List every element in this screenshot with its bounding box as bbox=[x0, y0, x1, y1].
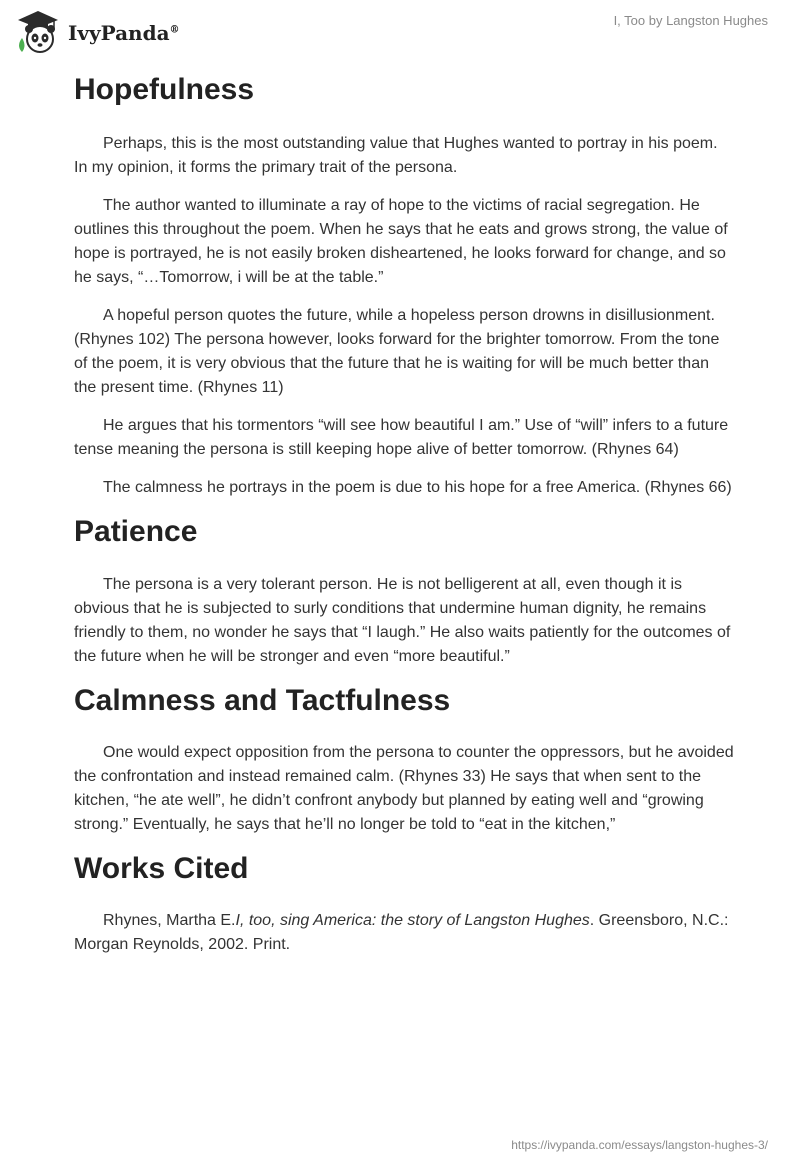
paragraph: The calmness he portrays in the poem is due to his hope for a free America. (Rhynes 66) bbox=[103, 479, 732, 496]
citation-author: Rhynes, Martha E. bbox=[103, 912, 236, 929]
heading-patience: Patience bbox=[74, 515, 198, 548]
panda-logo-icon bbox=[14, 8, 62, 56]
brand-name: IvyPanda® bbox=[68, 21, 180, 45]
paragraph: A hopeful person quotes the future, while a hopeless person drowns in disillusionment. (Rhynes 102) The persona however, looks forward for the brighter tomorrow. From the tone of the poem, it is very obvious that the future that he is waiting for will be much better than the present time. (Rhynes 11) bbox=[74, 307, 720, 396]
heading-works-cited: Works Cited bbox=[74, 852, 249, 885]
citation-publisher: . Greensboro, N.C.: Morgan Reynolds, 2002. Print. bbox=[74, 912, 729, 953]
source-url[interactable]: https://ivypanda.com/essays/langston-hughes-3/ bbox=[511, 1138, 768, 1152]
heading-hopefulness: Hopefulness bbox=[74, 73, 255, 106]
paragraph: He argues that his tormentors “will see how beautiful I am.” Use of “will” infers to a future tense meaning the persona is still keeping hope alive of better tomorrow. (Rhynes 64) bbox=[74, 417, 729, 458]
page-header bbox=[0, 0, 800, 60]
citation-entry bbox=[74, 909, 734, 957]
paragraph: The author wanted to illuminate a ray of hope to the victims of racial segregation. He outlines this throughout the poem. When he says that he eats and grows strong, the value of hope is portrayed, he is not easily broken disheartened, he looks forward for change, and so he says, “…Tomorrow, i will be at the table.” bbox=[74, 197, 728, 286]
citation-title: I, too, sing America: the story of Langston Hughes bbox=[235, 912, 590, 929]
essay-body bbox=[74, 68, 734, 957]
paragraph: One would expect opposition from the persona to counter the oppressors, but he avoided the confrontation and instead remained calm. (Rhynes 33) He says that when sent to the kitchen, “he ate well”, he didn’t confront anybody but planned by eating well and “growing strong.” Eventually, he says that he’ll no longer be told to “eat in the kitchen,” bbox=[74, 744, 734, 833]
heading-calmness-and-tactfulness: Calmness and Tactfulness bbox=[74, 684, 451, 717]
paragraph: The persona is a very tolerant person. He is not belligerent at all, even though it is obvious that he is subjected to surly conditions that undermine human dignity, he remains friendly to them, no wonder he says that “I laugh.” He also waits patiently for the outcomes of the future when he will be stronger and even “more beautiful.” bbox=[74, 576, 731, 665]
document-title: I, Too by Langston Hughes bbox=[613, 13, 768, 28]
paragraph: Perhaps, this is the most outstanding value that Hughes wanted to portray in his poem. In my opinion, it forms the primary trait of the persona. bbox=[74, 135, 718, 176]
ivypanda-logo[interactable] bbox=[14, 8, 180, 56]
